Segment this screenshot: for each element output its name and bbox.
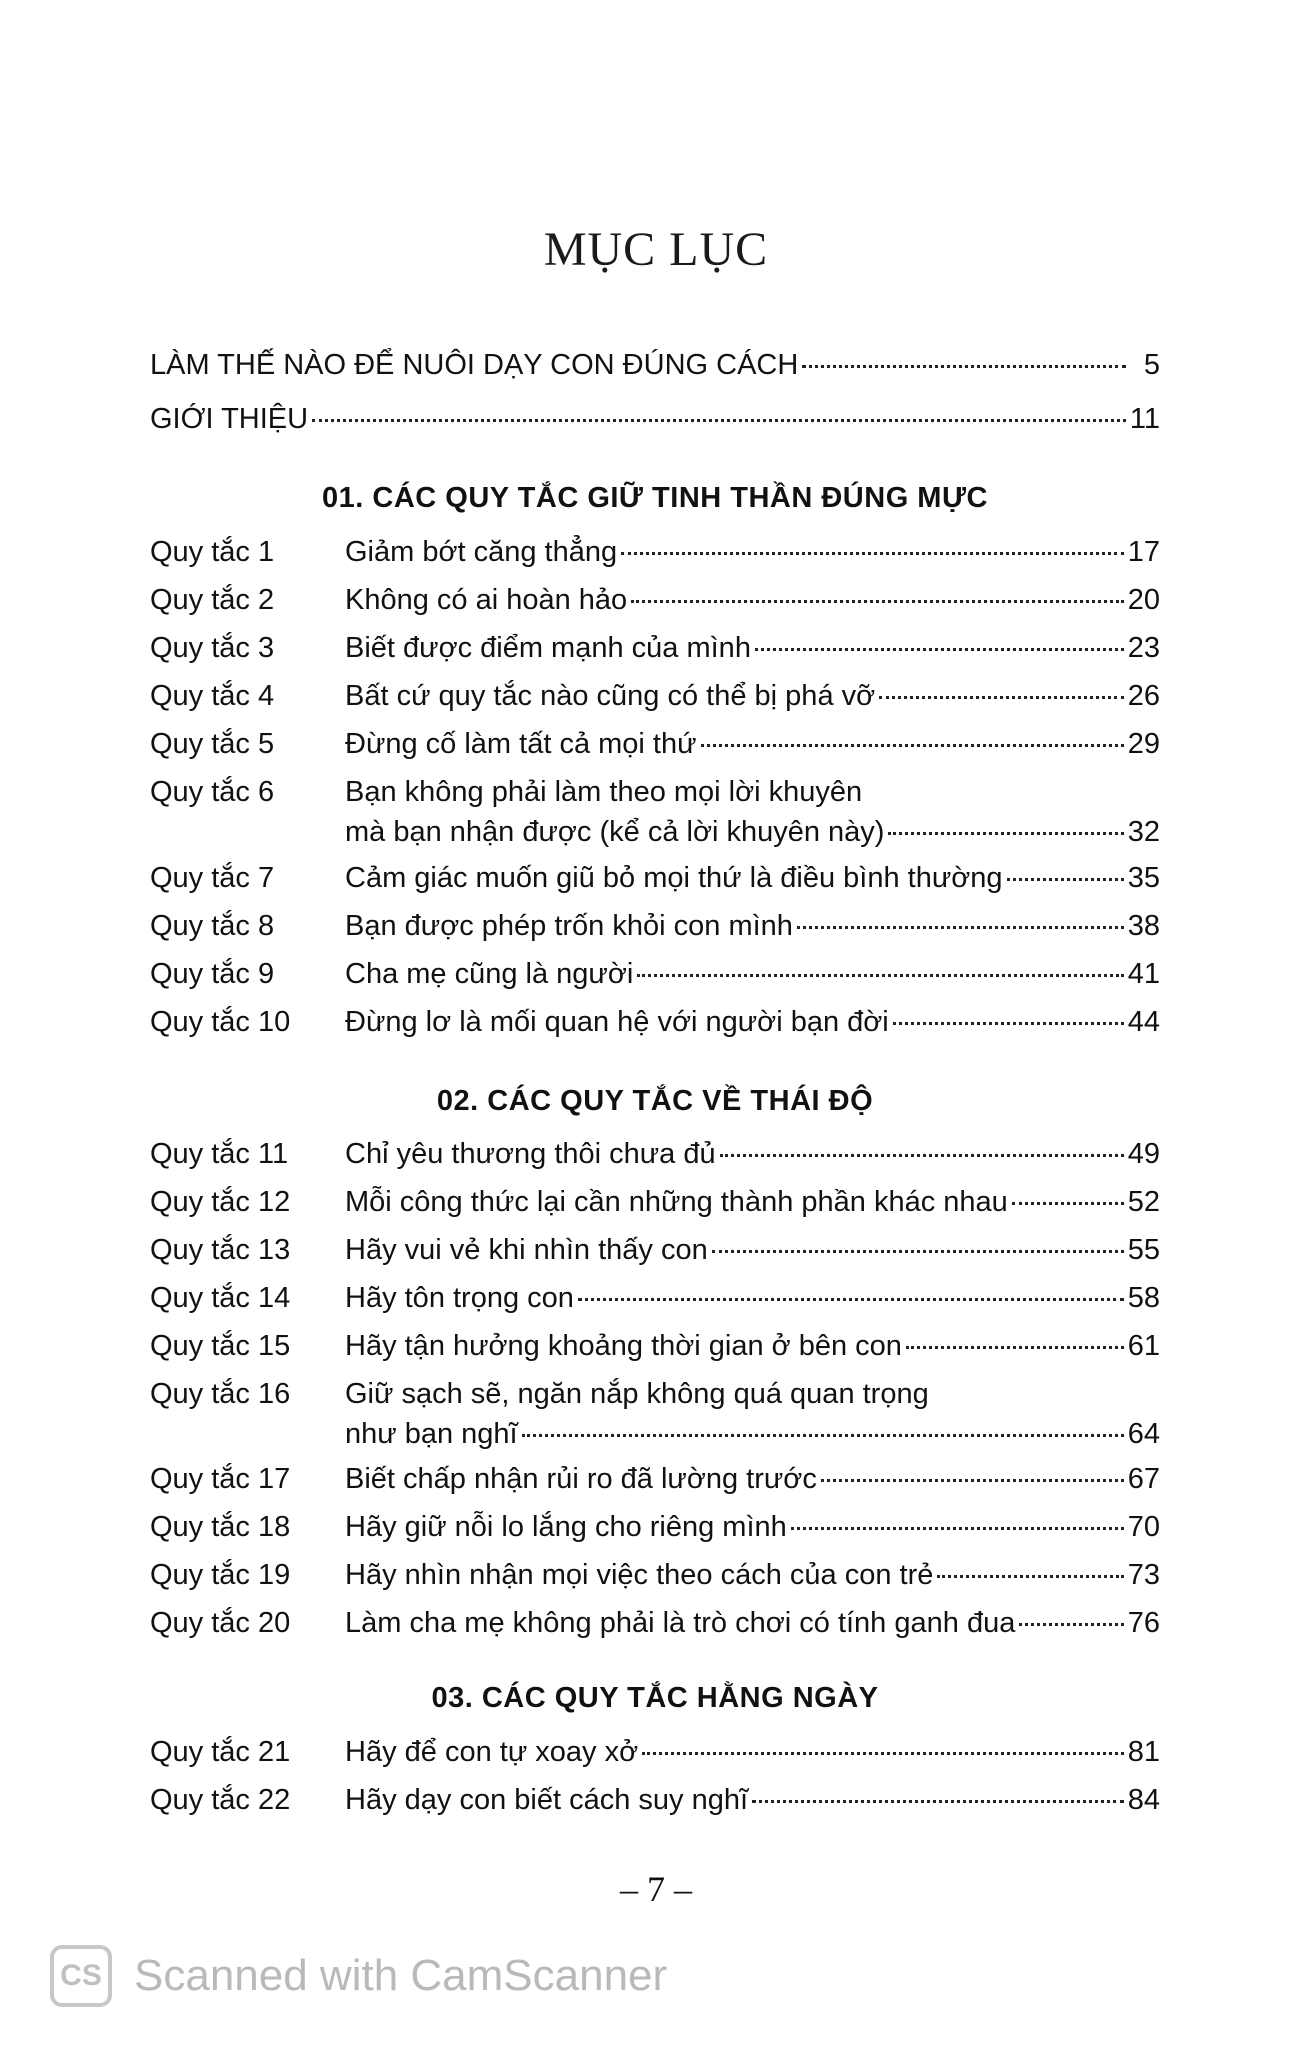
leader-dots	[637, 974, 1123, 977]
rule-label: Quy tắc 17	[150, 1463, 291, 1495]
toc-entry	[150, 1002, 1160, 1042]
toc-entry-title: Bạn không phải làm theo mọi lời khuyên	[345, 776, 863, 808]
toc-entry-page: 81	[1127, 1736, 1160, 1768]
toc-entry	[150, 724, 1160, 764]
toc-entry-page: 58	[1127, 1282, 1160, 1314]
leader-dots	[1012, 1202, 1124, 1205]
toc-entry-title: Hãy để con tự xoay xở	[345, 1736, 639, 1768]
toc-entry-page: 20	[1127, 584, 1160, 616]
toc-entry-title: Hãy tận hưởng khoảng thời gian ở bên con	[345, 1330, 902, 1362]
rule-label: Quy tắc 11	[150, 1138, 289, 1170]
toc-entry	[150, 906, 1160, 946]
leader-dots	[888, 832, 1123, 835]
toc-entry-page: 17	[1127, 536, 1160, 568]
rule-label: Quy tắc 1	[150, 536, 275, 568]
leader-dots	[701, 744, 1124, 747]
toc-entry	[150, 1507, 1160, 1547]
toc-entry-title: Cảm giác muốn giũ bỏ mọi thứ là điều bình thường	[345, 862, 1003, 894]
leader-dots	[906, 1346, 1124, 1349]
page-number: – 7 –	[620, 1869, 692, 1909]
toc-entry-page: 35	[1127, 862, 1160, 894]
toc-entry-title: GIỚI THIỆU	[150, 403, 309, 435]
leader-dots	[879, 696, 1124, 699]
toc-entry-page: 5	[1143, 349, 1160, 381]
toc-entry-page: 49	[1127, 1138, 1160, 1170]
toc-entry	[150, 1780, 1160, 1820]
leader-dots	[312, 419, 1126, 422]
toc-entry-title: Giữ sạch sẽ, ngăn nắp không quá quan trọng	[345, 1378, 929, 1410]
toc-entry	[150, 1134, 1160, 1174]
rule-label: Quy tắc 20	[150, 1607, 291, 1639]
leader-dots	[802, 365, 1126, 368]
rule-label: Quy tắc 14	[150, 1282, 291, 1314]
toc-entry	[150, 1603, 1160, 1643]
toc-entry	[150, 1278, 1160, 1318]
toc-entry-title: Đừng cố làm tất cả mọi thứ	[345, 728, 697, 760]
toc-entry	[150, 1326, 1160, 1366]
toc-entry-title-cont: mà bạn nhận được (kể cả lời khuyên này)	[345, 816, 885, 848]
toc-entry	[150, 772, 1160, 852]
toc-entry	[150, 954, 1160, 994]
leader-dots	[797, 926, 1124, 929]
toc-entry-page: 64	[1127, 1418, 1160, 1450]
camscanner-watermark	[50, 1945, 667, 2007]
leader-dots	[937, 1575, 1123, 1578]
toc-entry-page: 84	[1127, 1784, 1160, 1816]
leader-dots	[893, 1022, 1124, 1025]
toc-entry	[150, 580, 1160, 620]
toc-entry-page: 61	[1127, 1330, 1160, 1362]
section-heading: 01. CÁC QUY TẮC GIỮ TINH THẦN ĐÚNG MỰC	[322, 482, 988, 514]
toc-entry	[150, 1732, 1160, 1772]
toc-entry-title: Không có ai hoàn hảo	[345, 584, 628, 616]
toc-entry-page: 73	[1127, 1559, 1160, 1591]
camscanner-logo-icon: CS	[50, 1945, 112, 2007]
toc-entry-title: LÀM THẾ NÀO ĐỂ NUÔI DẠY CON ĐÚNG CÁCH	[150, 349, 799, 381]
toc-entry-title: Đừng lơ là mối quan hệ với người bạn đời	[345, 1006, 889, 1038]
toc-entry-title: Giảm bớt căng thẳng	[345, 536, 618, 568]
leader-dots	[1019, 1623, 1123, 1626]
rule-label: Quy tắc 8	[150, 910, 275, 942]
toc-entry-page: 67	[1127, 1463, 1160, 1495]
toc-entry	[150, 399, 1160, 439]
leader-dots	[791, 1527, 1124, 1530]
leader-dots	[1007, 878, 1124, 881]
rule-label: Quy tắc 5	[150, 728, 275, 760]
toc-entry-title: Cha mẹ cũng là người	[345, 958, 634, 990]
toc-entry-page: 38	[1127, 910, 1160, 942]
section-heading: 02. CÁC QUY TẮC VỀ THÁI ĐỘ	[436, 1085, 874, 1117]
leader-dots	[522, 1434, 1124, 1437]
rule-label: Quy tắc 15	[150, 1330, 291, 1362]
toc-entry-page: 76	[1127, 1607, 1160, 1639]
toc-entry-page: 29	[1127, 728, 1160, 760]
toc-entry	[150, 1230, 1160, 1270]
toc-entry	[150, 628, 1160, 668]
toc-entry-page: 52	[1127, 1186, 1160, 1218]
rule-label: Quy tắc 18	[150, 1511, 291, 1543]
toc-entry-title: Biết được điểm mạnh của mình	[345, 632, 751, 664]
toc-entry	[150, 345, 1160, 385]
toc-entry-title: Mỗi công thức lại cần những thành phần khác nhau	[345, 1186, 1008, 1218]
rule-label: Quy tắc 13	[150, 1234, 291, 1266]
toc-entry	[150, 532, 1160, 572]
toc-entry-page: 23	[1127, 632, 1160, 664]
page-title: MỤC LỤC	[543, 223, 769, 276]
leader-dots	[712, 1250, 1124, 1253]
toc-entry-page: 32	[1127, 816, 1160, 848]
toc-entry-title: Bạn được phép trốn khỏi con mình	[345, 910, 793, 942]
rule-label: Quy tắc 9	[150, 958, 275, 990]
leader-dots	[821, 1479, 1124, 1482]
toc-entry	[150, 858, 1160, 898]
rule-label: Quy tắc 10	[150, 1006, 291, 1038]
toc-entry	[150, 1555, 1160, 1595]
section-heading: 03. CÁC QUY TẮC HẰNG NGÀY	[431, 1682, 879, 1714]
toc-entry-title: Hãy giữ nỗi lo lắng cho riêng mình	[345, 1511, 787, 1543]
toc-entry	[150, 676, 1160, 716]
rule-label: Quy tắc 16	[150, 1378, 291, 1410]
leader-dots	[720, 1154, 1124, 1157]
rule-label: Quy tắc 22	[150, 1784, 291, 1816]
leader-dots	[755, 648, 1124, 651]
leader-dots	[578, 1298, 1124, 1301]
toc-entry-page: 26	[1127, 680, 1160, 712]
toc-entry-page: 11	[1129, 403, 1160, 435]
toc-entry-title-cont: như bạn nghĩ	[345, 1418, 518, 1450]
toc-entry-title: Bất cứ quy tắc nào cũng có thể bị phá vỡ	[345, 680, 876, 712]
rule-label: Quy tắc 6	[150, 776, 275, 808]
toc-entry	[150, 1182, 1160, 1222]
rule-label: Quy tắc 4	[150, 680, 275, 712]
toc-entry-title: Chỉ yêu thương thôi chưa đủ	[345, 1138, 716, 1170]
toc-entry-title: Hãy nhìn nhận mọi việc theo cách của con trẻ	[345, 1559, 934, 1591]
toc-entry	[150, 1374, 1160, 1454]
leader-dots	[752, 1800, 1124, 1803]
toc-entry-title: Hãy dạy con biết cách suy nghĩ	[345, 1784, 749, 1816]
toc-entry-title: Làm cha mẹ không phải là trò chơi có tính ganh đua	[345, 1607, 1016, 1639]
rule-label: Quy tắc 7	[150, 862, 275, 894]
leader-dots	[642, 1752, 1124, 1755]
toc-entry-title: Biết chấp nhận rủi ro đã lường trước	[345, 1463, 817, 1495]
rule-label: Quy tắc 19	[150, 1559, 291, 1591]
toc-entry	[150, 1459, 1160, 1499]
rule-label: Quy tắc 3	[150, 632, 275, 664]
rule-label: Quy tắc 12	[150, 1186, 291, 1218]
watermark-text: Scanned with CamScanner	[134, 1951, 668, 2000]
rule-label: Quy tắc 21	[150, 1736, 291, 1768]
toc-entry-page: 70	[1127, 1511, 1160, 1543]
leader-dots	[631, 600, 1124, 603]
toc-entry-page: 44	[1127, 1006, 1160, 1038]
leader-dots	[621, 552, 1124, 555]
toc-entry-title: Hãy vui vẻ khi nhìn thấy con	[345, 1234, 708, 1266]
toc-entry-title: Hãy tôn trọng con	[345, 1282, 574, 1314]
rule-label: Quy tắc 2	[150, 584, 275, 616]
toc-entry-page: 41	[1127, 958, 1160, 990]
toc-entry-page: 55	[1127, 1234, 1160, 1266]
